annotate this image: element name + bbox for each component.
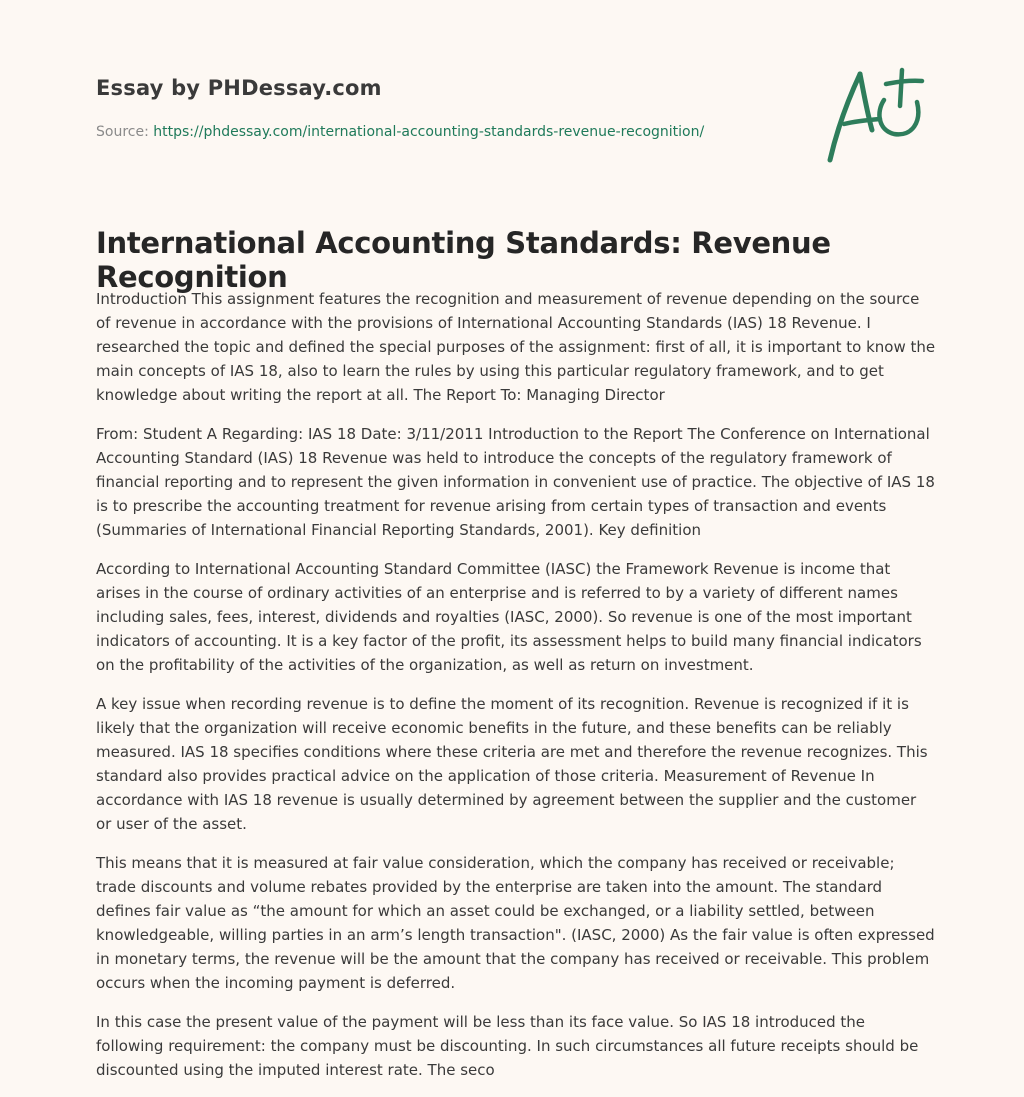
essay-paragraph: In this case the present value of the payment will be less than its face value. So IAS 18 introduced the following requirement: the company must be discounting. In such circumstances all future receipts should be discounted using the imputed interest rate. The seco: [96, 1013, 919, 1079]
source-link[interactable]: https://phdessay.com/international-accounting-standards-revenue-recognition/: [153, 124, 705, 140]
essay-title: International Accounting Standards: Revenue Recognition: [96, 226, 831, 294]
page-header: [96, 76, 816, 140]
essay-paragraph: According to International Accounting Standard Committee (IASC) the Framework Revenue is income that arises in the course of ordinary activities of an enterprise and is referred to by a variety of different names including sales, fees, interest, dividends and royalties (IASC, 2000). So revenue is one of the most important indicators of accounting. It is a key factor of the profit, its assessment helps to build many financial indicators on the profitability of the activities of the organization, as well as return on investment.: [96, 560, 922, 674]
essay-paragraph: This means that it is measured at fair value consideration, which the company has received or receivable; trade discounts and volume rebates provided by the enterprise are taken into the amount. The standard defines fair value as “the amount for which an asset could be exchanged, or a liability settled, between knowledgeable, willing parties in an arm’s length transaction". (IASC, 2000) As the fair value is often expressed in monetary terms, the revenue will be the amount that the company has received or receivable. This problem occurs when the incoming payment is deferred.: [96, 854, 935, 992]
essay-paragraph: From: Student A Regarding: IAS 18 Date: 3/11/2011 Introduction to the Report The Conference on International Accounting Standard (IAS) 18 Revenue was held to introduce the concepts of the regulatory framework of financial reporting and to represent the given information in convenient use of practice. The objective of IAS 18 is to prescribe the accounting treatment for revenue arising from certain types of transaction and events (Summaries of International Financial Reporting Standards, 2001). Key definition: [96, 425, 935, 539]
a-plus-logo-icon: [820, 64, 930, 169]
essay-paragraph: Introduction This assignment features the recognition and measurement of revenue depending on the source of revenue in accordance with the provisions of International Accounting Standards (IAS) 18 Revenue. I researched the topic and defined the special purposes of the assignment: first of all, it is important to know the main concepts of IAS 18, also to learn the rules by using this particular regulatory framework, and to get knowledge about writing the report at all. The Report To: Managing Director: [96, 290, 936, 404]
source-label: Source:: [96, 124, 154, 140]
essay-paragraph: A key issue when recording revenue is to define the moment of its recognition. Revenue is recognized if it is likely that the organization will receive economic benefits in the future, and these benefits can be reliably measured. IAS 18 specifies conditions where these criteria are met and therefore the revenue recognizes. This standard also provides practical advice on the application of those criteria. Measurement of Revenue In accordance with IAS 18 revenue is usually determined by agreement between the supplier and the customer or user of the asset.: [96, 695, 928, 833]
source-line: [96, 124, 816, 140]
site-brand: Essay by PHDessay.com: [96, 76, 382, 100]
essay-body: [96, 287, 936, 1097]
